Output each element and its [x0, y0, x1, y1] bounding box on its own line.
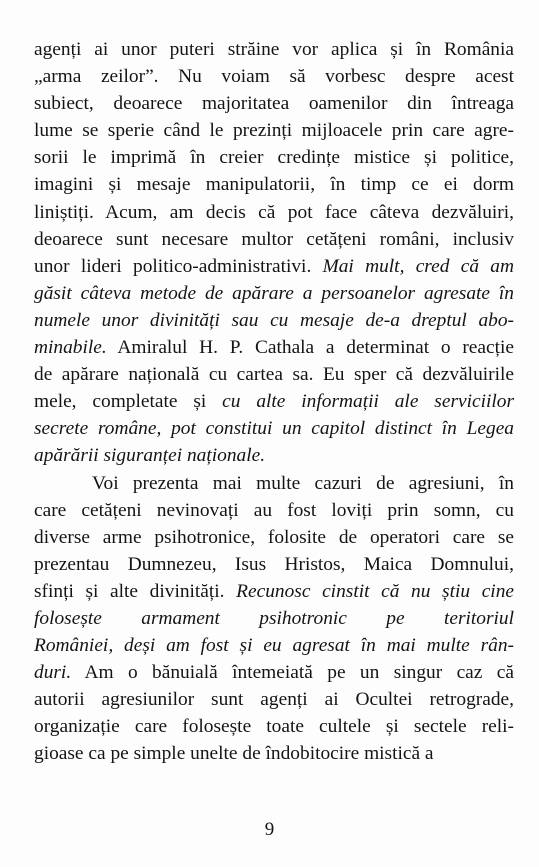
text-line [34, 740, 514, 767]
text-run: „arma zeilor”. Nu voiam să vorbesc despre acest [34, 66, 514, 88]
text-line [34, 117, 514, 144]
text-run: Voi prezenta mai multe cazuri de agresiuni, în [92, 472, 514, 494]
text-run: de apărare națională cu cartea sa. Eu sper că dezvăluirile [34, 364, 514, 386]
text-run: sorii le imprimă în creier credințe mistice și politice, [34, 147, 514, 169]
italic-text: duri. [34, 662, 72, 684]
italic-text: secrete române, pot constitui un capitol distinct în Legea [34, 418, 514, 440]
text-line [34, 470, 514, 497]
text-line [34, 280, 514, 307]
text-run: deoarece sunt necesare multor cetățeni români, inclusiv [34, 228, 514, 250]
italic-text: Recunosc cinstit că nu știu cine [236, 580, 514, 602]
text-run: sfinți și alte divinități. [34, 580, 237, 602]
text-line [34, 36, 514, 63]
text-run: organizație care folosește toate cultele și sectele reli- [34, 716, 514, 738]
paragraph [34, 470, 514, 768]
text-line [34, 361, 514, 388]
text-run: prezentau Dumnezeu, Isus Hristos, Maica Domnului, [34, 553, 514, 575]
text-run: Amiralul H. P. Cathala a determinat o reacție [106, 337, 514, 359]
page-number: 9 [264, 819, 275, 840]
text-line [34, 253, 514, 280]
italic-text: găsit câteva metode de apărare a persoanelor agresate în [34, 282, 514, 304]
text-line [34, 578, 514, 605]
text-line [34, 551, 514, 578]
text-line [34, 307, 514, 334]
text-run: lume se sperie când le prezinți mijloacele prin care agre- [34, 120, 514, 142]
text-line [34, 90, 514, 117]
text-run: subiect, deoarece majoritatea oamenilor din întreaga [34, 93, 514, 115]
text-run: autorii agresiunilor sunt agenți ai Ocultei retrograde, [34, 689, 514, 711]
italic-text: minabile. [34, 337, 107, 359]
text-line [34, 713, 514, 740]
text-run: care cetățeni nevinovați au fost loviți prin somn, cu [34, 499, 514, 521]
text-line [34, 144, 514, 171]
italic-text: României, deși am fost și eu agresat în mai multe rân- [34, 635, 514, 657]
text-run: imagini și mesaje manipulatorii, în timp ce ei dorm [34, 174, 514, 196]
text-line [34, 171, 514, 198]
text-line [34, 226, 514, 253]
text-run: agenți ai unor puteri străine vor aplica și în România [34, 39, 514, 60]
italic-text: Mai mult, cred că am [322, 255, 515, 277]
italic-text: cu alte informații ale serviciilor [222, 391, 514, 413]
text-line [34, 63, 514, 90]
text-line [34, 415, 514, 442]
text-line [34, 659, 514, 686]
text-line [34, 524, 514, 551]
text-line [34, 199, 514, 226]
italic-text: folosește armament psihotronic pe teritoriul [34, 607, 514, 629]
body-text [34, 36, 514, 768]
text-run: gioase ca pe simple unelte de îndobitocire mistică a [34, 743, 434, 765]
text-line [34, 686, 514, 713]
text-run: Am o bănuială întemeiată pe un singur caz că [71, 662, 514, 684]
italic-text: numele unor divinități sau cu mesaje de-a dreptul abo- [34, 309, 514, 331]
text-line [34, 632, 514, 659]
text-line [34, 334, 514, 361]
text-run: diverse arme psihotronice, folosite de operatori care se [34, 526, 514, 548]
italic-text: apărării siguranței naționale. [34, 445, 266, 467]
paragraph [34, 36, 514, 470]
text-run: mele, completate și [34, 391, 223, 413]
text-line [34, 388, 514, 415]
text-line [34, 442, 514, 469]
text-run: liniștiți. Acum, am decis că pot face câteva dezvăluiri, [34, 201, 514, 223]
text-line [34, 497, 514, 524]
text-run: unor lideri politico-administrativi. [34, 255, 323, 277]
text-line [34, 605, 514, 632]
